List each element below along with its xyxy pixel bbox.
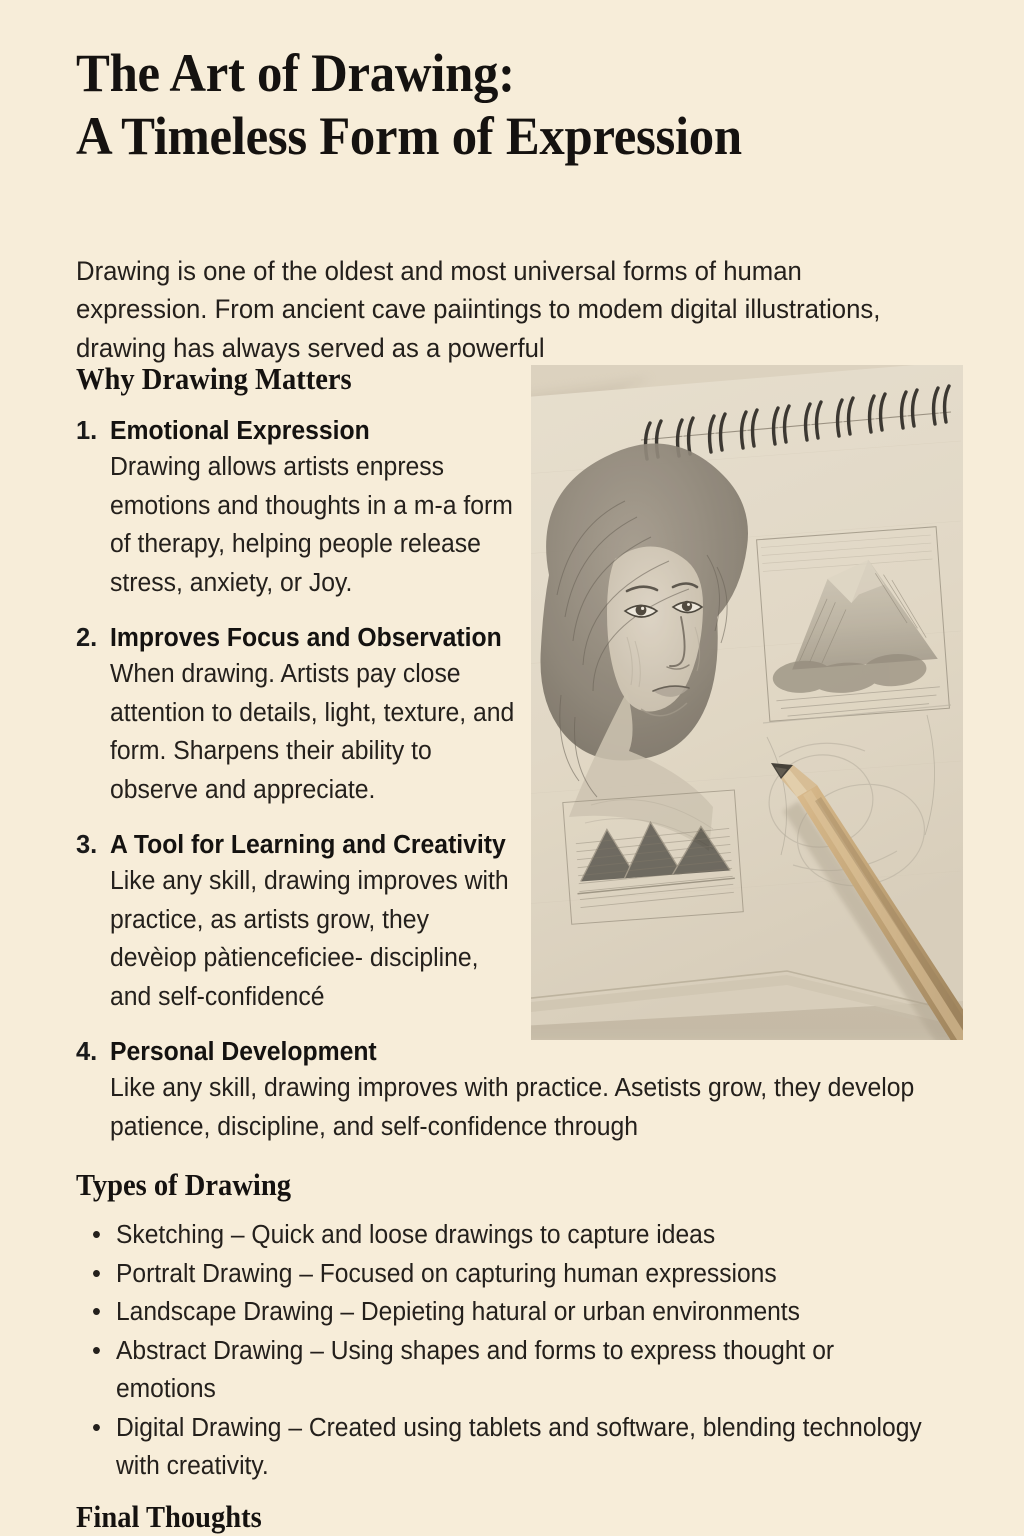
bullet-icon: •	[92, 1298, 101, 1326]
list-item-body: Like any skill, drawing improves with practice. Asetists grow, they develop patience, discipline, and self-confidence through	[110, 1074, 915, 1141]
list-item-label: Sketching – Quick and loose drawings to capture ideas	[116, 1221, 716, 1249]
bullet-icon: •	[92, 1336, 101, 1365]
list-item	[90, 1293, 956, 1332]
list-item	[76, 1035, 956, 1147]
list-item-marker: 4.	[76, 1038, 98, 1066]
title-line-1: The Art of Drawing:	[76, 43, 515, 103]
list-item-body: Drawing allows artists enpress emotions and thoughts in a m-a form of therapy, helping people release stress, anxiety, or Joy.	[110, 453, 513, 597]
list-item-label: Landscape Drawing – Depieting hatural or urban environments	[116, 1298, 800, 1326]
sketchbook-illustration	[531, 365, 963, 1040]
section-heading-types-of-drawing: Types of Drawing	[76, 1167, 291, 1202]
page-title	[76, 42, 956, 167]
bullet-icon: •	[92, 1221, 101, 1249]
intro-paragraph: Drawing is one of the oldest and most universal forms of human expression. From ancient cave paiintings to modem digital illustrations, drawing has always served as a powerful	[76, 255, 881, 363]
list-item-title: A Tool for Learning and Creativity	[110, 831, 506, 859]
list-item-marker: 2.	[76, 624, 98, 652]
list-item-label: Digital Drawing – Created using tablets and software, blending technology with creativity.	[116, 1413, 922, 1480]
list-item-marker: 3.	[76, 831, 98, 859]
section-heading-final-thoughts: Final Thoughts	[76, 1499, 262, 1534]
bullet-icon: •	[92, 1413, 101, 1442]
numbered-list	[76, 414, 915, 1166]
list-item-label: Portralt Drawing – Focused on capturing human expressions	[116, 1259, 777, 1288]
section-heading-why-drawing-matters: Why Drawing Matters	[76, 361, 352, 396]
list-item-title: Emotional Expression	[110, 417, 370, 445]
list-item	[90, 1409, 956, 1486]
list-item	[90, 1255, 956, 1294]
list-item-marker: 1.	[76, 417, 98, 445]
list-item-label: Abstract Drawing – Using shapes and forms to express thought or emotions	[116, 1336, 835, 1403]
title-line-2: A Timeless Form of Expression	[76, 105, 742, 166]
bullet-icon: •	[92, 1259, 101, 1288]
list-item	[76, 828, 528, 1016]
list-item-title: Personal Development	[110, 1038, 377, 1066]
list-item	[90, 1216, 956, 1255]
list-item-body: When drawing. Artists pay close attention to details, light, texture, and form. Sharpens their ability to observe and appreciate.	[110, 660, 515, 804]
types-bullet-list	[90, 1216, 956, 1486]
list-item-body: Like any skill, drawing improves with practice, as artists grow, they devèiop pàtienceficiee- discipline, and self-confidencé	[110, 867, 509, 1011]
list-item	[76, 414, 528, 602]
sketchbook-figure	[531, 365, 963, 1040]
list-item	[90, 1332, 956, 1409]
list-item-title: Improves Focus and Observation	[110, 624, 502, 652]
list-item	[76, 621, 528, 809]
